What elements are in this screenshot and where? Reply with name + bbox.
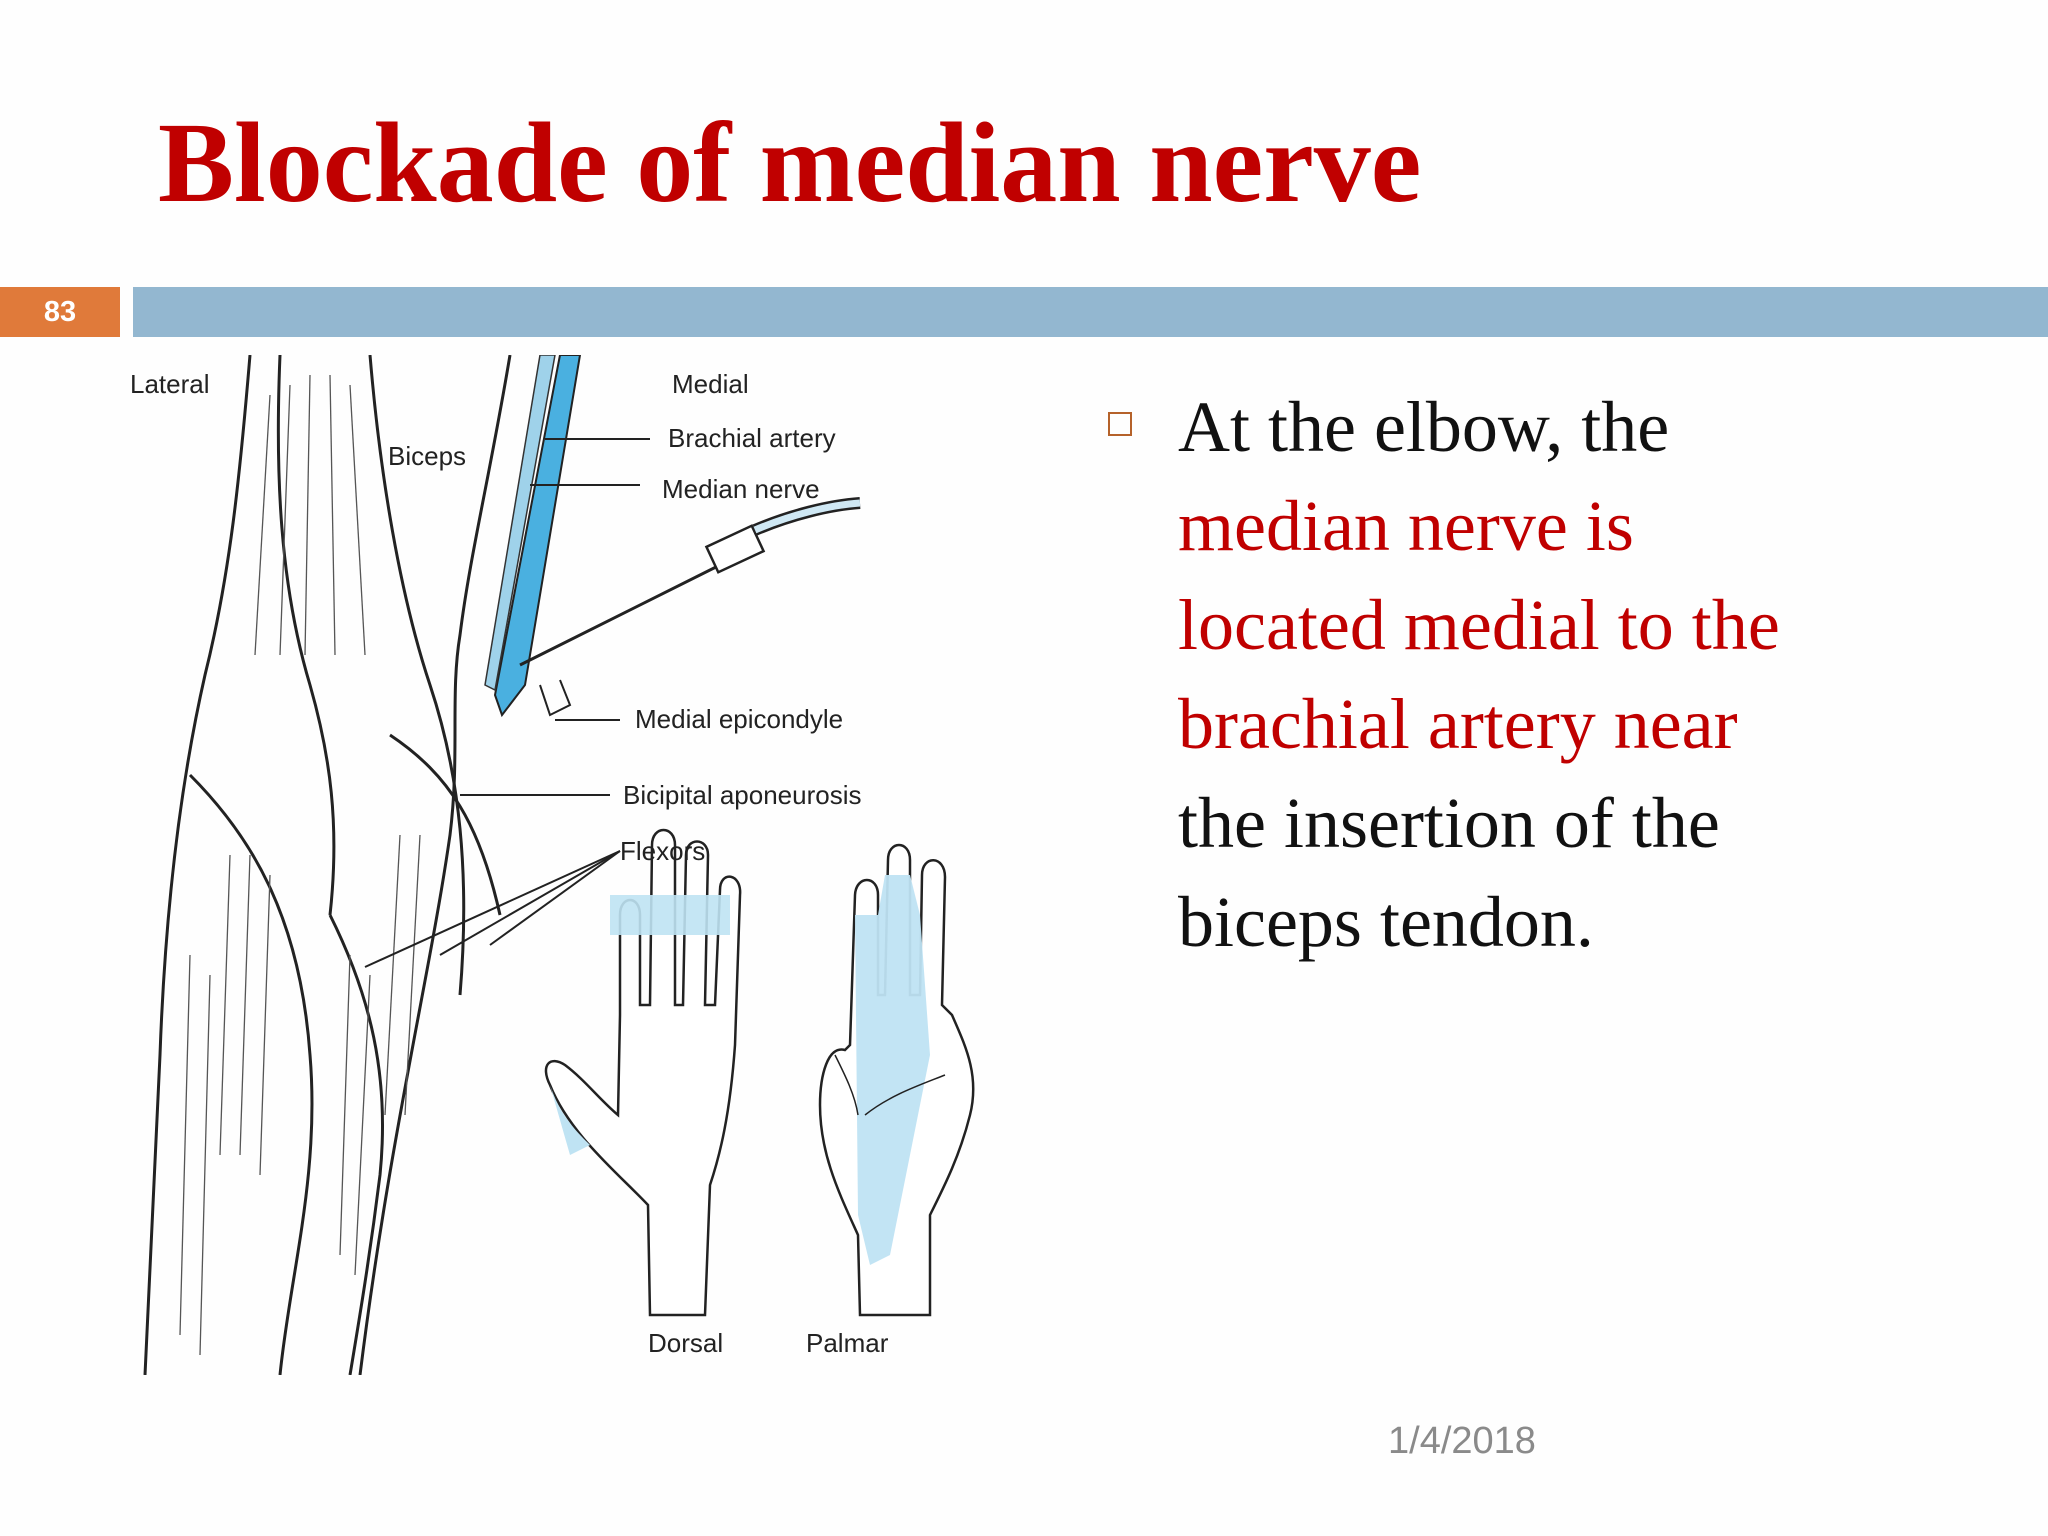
bullet-line-highlight: median nerve is <box>1178 486 1634 566</box>
elbow-anatomy-illustration <box>130 355 1010 1375</box>
label-palmar: Palmar <box>806 1328 889 1358</box>
slide-date: 1/4/2018 <box>1388 1420 1536 1462</box>
slide-title: Blockade of median nerve <box>158 99 1422 226</box>
slide-number-badge <box>0 287 120 337</box>
arm-outline <box>145 355 510 1375</box>
bullet-text <box>1178 378 2008 972</box>
label-flexors: Flexors <box>620 836 706 866</box>
slide-number: 83 <box>43 295 77 328</box>
bullet-line: At the elbow, the <box>1178 387 1670 467</box>
label-brachial-artery: Brachial artery <box>668 423 836 453</box>
needle-syringe <box>520 503 860 665</box>
label-median-nerve: Median nerve <box>662 474 820 504</box>
label-bicipital-aponeurosis: Bicipital aponeurosis <box>623 780 862 810</box>
bullet-line: biceps tendon. <box>1178 882 1594 962</box>
label-biceps: Biceps <box>388 441 467 471</box>
elbow-anatomy-figure <box>130 355 1010 1375</box>
bullet-line-highlight: located medial to the <box>1178 585 1780 665</box>
label-medial-epicondyle: Medial epicondyle <box>635 704 844 734</box>
bullet-line: the insertion of the <box>1178 783 1720 863</box>
bullet-line-highlight: brachial artery near <box>1178 684 1738 764</box>
epicondyle-outline <box>540 680 570 715</box>
hollow-square-bullet-icon <box>1108 412 1132 436</box>
label-medial: Medial <box>672 369 749 399</box>
header-band <box>133 287 2048 337</box>
dorsal-hand <box>546 830 740 1315</box>
palmar-hand <box>820 845 973 1315</box>
label-dorsal: Dorsal <box>648 1328 724 1358</box>
label-lateral: Lateral <box>130 369 210 399</box>
